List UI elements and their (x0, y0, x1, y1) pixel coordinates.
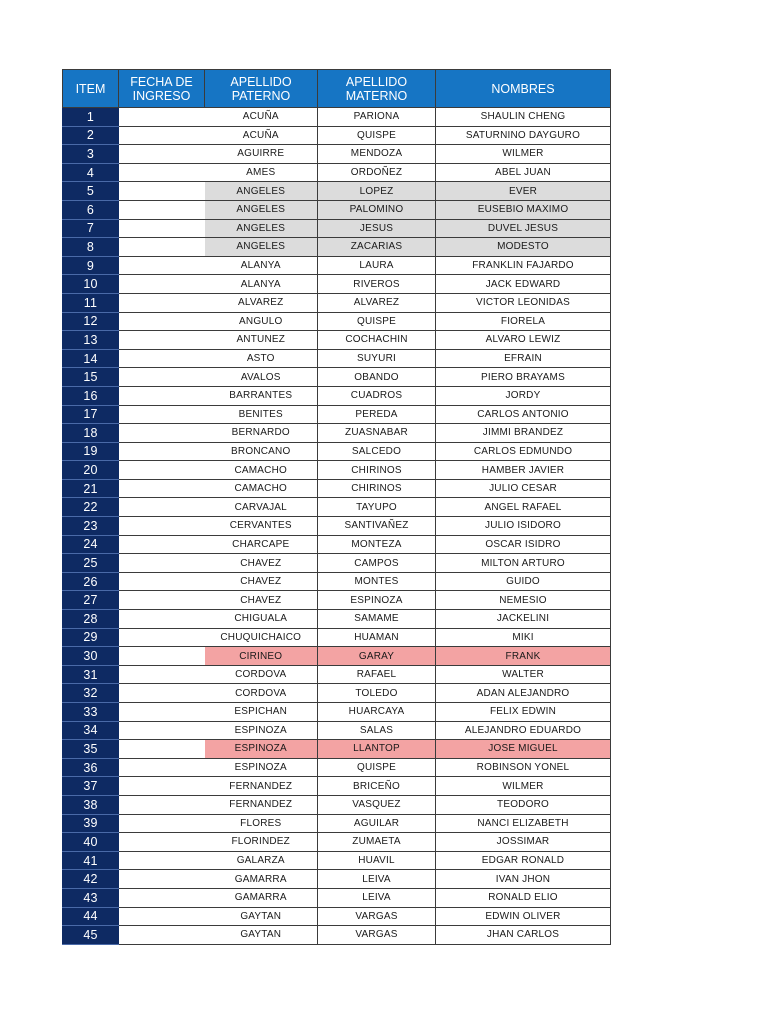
cell-fecha-ingreso (119, 870, 205, 889)
cell-fecha-ingreso (119, 721, 205, 740)
cell-apellido-materno: QUISPE (318, 758, 436, 777)
cell-nombres: WILMER (436, 145, 611, 164)
cell-apellido-paterno: FERNANDEZ (205, 795, 318, 814)
cell-fecha-ingreso (119, 219, 205, 238)
cell-apellido-paterno: BRONCANO (205, 442, 318, 461)
cell-apellido-materno: QUISPE (318, 126, 436, 145)
cell-apellido-materno: CUADROS (318, 386, 436, 405)
header-apellido-materno: APELLIDO MATERNO (318, 70, 436, 108)
cell-apellido-materno: VARGAS (318, 926, 436, 945)
cell-apellido-materno: GARAY (318, 647, 436, 666)
cell-apellido-paterno: CERVANTES (205, 517, 318, 536)
cell-nombres: PIERO BRAYAMS (436, 368, 611, 387)
cell-apellido-paterno: CHAVEZ (205, 591, 318, 610)
cell-item: 6 (63, 200, 119, 219)
table-row (63, 814, 611, 833)
cell-item: 7 (63, 219, 119, 238)
cell-fecha-ingreso (119, 479, 205, 498)
cell-apellido-paterno: ACUÑA (205, 108, 318, 127)
cell-item: 28 (63, 610, 119, 629)
cell-nombres: CARLOS EDMUNDO (436, 442, 611, 461)
cell-apellido-materno: LLANTOP (318, 740, 436, 759)
table-row (63, 442, 611, 461)
cell-apellido-materno: AGUILAR (318, 814, 436, 833)
header-apellido-paterno: APELLIDO PATERNO (205, 70, 318, 108)
table-row (63, 610, 611, 629)
cell-nombres: JACKELINI (436, 610, 611, 629)
cell-item: 32 (63, 684, 119, 703)
cell-nombres: ROBINSON YONEL (436, 758, 611, 777)
table-row (63, 368, 611, 387)
cell-fecha-ingreso (119, 256, 205, 275)
cell-apellido-materno: PEREDA (318, 405, 436, 424)
table-row (63, 126, 611, 145)
cell-apellido-materno: VARGAS (318, 907, 436, 926)
cell-fecha-ingreso (119, 907, 205, 926)
cell-item: 23 (63, 517, 119, 536)
cell-apellido-materno: ORDOÑEZ (318, 163, 436, 182)
table-row (63, 684, 611, 703)
header-item: ITEM (63, 70, 119, 108)
cell-nombres: ALEJANDRO EDUARDO (436, 721, 611, 740)
cell-item: 33 (63, 703, 119, 722)
cell-item: 25 (63, 554, 119, 573)
cell-nombres: MODESTO (436, 238, 611, 257)
header-fecha-ingreso: FECHA DE INGRESO (119, 70, 205, 108)
table-row (63, 665, 611, 684)
cell-apellido-paterno: CHIGUALA (205, 610, 318, 629)
cell-fecha-ingreso (119, 740, 205, 759)
cell-apellido-materno: ZUASNABAR (318, 424, 436, 443)
cell-fecha-ingreso (119, 851, 205, 870)
cell-apellido-materno: SAMAME (318, 610, 436, 629)
cell-item: 18 (63, 424, 119, 443)
cell-nombres: EVER (436, 182, 611, 201)
table-row (63, 703, 611, 722)
cell-nombres: ADAN ALEJANDRO (436, 684, 611, 703)
cell-apellido-paterno: CHAVEZ (205, 572, 318, 591)
table-row (63, 200, 611, 219)
table-row (63, 777, 611, 796)
cell-fecha-ingreso (119, 795, 205, 814)
cell-item: 12 (63, 312, 119, 331)
cell-apellido-paterno: GAYTAN (205, 926, 318, 945)
table-row (63, 238, 611, 257)
cell-apellido-materno: LEIVA (318, 888, 436, 907)
cell-apellido-materno: PALOMINO (318, 200, 436, 219)
cell-apellido-paterno: ANGULO (205, 312, 318, 331)
cell-apellido-materno: SANTIVAÑEZ (318, 517, 436, 536)
cell-nombres: NEMESIO (436, 591, 611, 610)
table-row (63, 647, 611, 666)
cell-nombres: FELIX EDWIN (436, 703, 611, 722)
cell-apellido-paterno: GALARZA (205, 851, 318, 870)
cell-item: 14 (63, 349, 119, 368)
cell-fecha-ingreso (119, 572, 205, 591)
cell-apellido-paterno: CARVAJAL (205, 498, 318, 517)
cell-apellido-paterno: GAMARRA (205, 888, 318, 907)
cell-apellido-paterno: ANGELES (205, 238, 318, 257)
cell-fecha-ingreso (119, 888, 205, 907)
cell-apellido-paterno: FERNANDEZ (205, 777, 318, 796)
cell-nombres: JULIO CESAR (436, 479, 611, 498)
cell-fecha-ingreso (119, 684, 205, 703)
cell-apellido-paterno: ESPINOZA (205, 721, 318, 740)
cell-apellido-materno: RAFAEL (318, 665, 436, 684)
cell-item: 45 (63, 926, 119, 945)
cell-fecha-ingreso (119, 108, 205, 127)
cell-apellido-paterno: ESPICHAN (205, 703, 318, 722)
table-row (63, 907, 611, 926)
table-row (63, 293, 611, 312)
table-row (63, 163, 611, 182)
cell-item: 26 (63, 572, 119, 591)
cell-apellido-paterno: GAYTAN (205, 907, 318, 926)
cell-fecha-ingreso (119, 126, 205, 145)
cell-item: 16 (63, 386, 119, 405)
cell-apellido-materno: SUYURI (318, 349, 436, 368)
cell-fecha-ingreso (119, 758, 205, 777)
cell-fecha-ingreso (119, 293, 205, 312)
cell-item: 44 (63, 907, 119, 926)
cell-apellido-materno: SALAS (318, 721, 436, 740)
cell-item: 22 (63, 498, 119, 517)
cell-apellido-materno: PARIONA (318, 108, 436, 127)
cell-apellido-paterno: ALANYA (205, 256, 318, 275)
table-row (63, 888, 611, 907)
cell-fecha-ingreso (119, 386, 205, 405)
table-row (63, 926, 611, 945)
cell-apellido-materno: CHIRINOS (318, 479, 436, 498)
cell-nombres: EDGAR RONALD (436, 851, 611, 870)
cell-apellido-paterno: CIRINEO (205, 647, 318, 666)
cell-fecha-ingreso (119, 647, 205, 666)
cell-fecha-ingreso (119, 349, 205, 368)
cell-apellido-materno: COCHACHIN (318, 331, 436, 350)
cell-apellido-materno: HUAVIL (318, 851, 436, 870)
cell-apellido-paterno: CAMACHO (205, 461, 318, 480)
cell-fecha-ingreso (119, 535, 205, 554)
table-row (63, 479, 611, 498)
cell-fecha-ingreso (119, 517, 205, 536)
cell-apellido-materno: ZUMAETA (318, 833, 436, 852)
cell-item: 15 (63, 368, 119, 387)
cell-apellido-paterno: ANGELES (205, 219, 318, 238)
cell-apellido-paterno: GAMARRA (205, 870, 318, 889)
cell-item: 24 (63, 535, 119, 554)
cell-nombres: NANCI ELIZABETH (436, 814, 611, 833)
cell-item: 40 (63, 833, 119, 852)
cell-apellido-materno: RIVEROS (318, 275, 436, 294)
cell-apellido-materno: OBANDO (318, 368, 436, 387)
cell-apellido-materno: JESUS (318, 219, 436, 238)
table-row (63, 349, 611, 368)
cell-fecha-ingreso (119, 610, 205, 629)
cell-fecha-ingreso (119, 777, 205, 796)
table-row (63, 740, 611, 759)
table-row (63, 833, 611, 852)
header-row (63, 70, 611, 108)
cell-fecha-ingreso (119, 833, 205, 852)
cell-nombres: FRANKLIN FAJARDO (436, 256, 611, 275)
cell-item: 5 (63, 182, 119, 201)
cell-apellido-materno: MENDOZA (318, 145, 436, 164)
cell-apellido-materno: HUARCAYA (318, 703, 436, 722)
cell-apellido-paterno: AGUIRRE (205, 145, 318, 164)
cell-apellido-paterno: FLORES (205, 814, 318, 833)
table-row (63, 275, 611, 294)
cell-nombres: HAMBER JAVIER (436, 461, 611, 480)
table-row (63, 405, 611, 424)
cell-fecha-ingreso (119, 200, 205, 219)
cell-item: 1 (63, 108, 119, 127)
cell-nombres: IVAN JHON (436, 870, 611, 889)
cell-item: 10 (63, 275, 119, 294)
cell-fecha-ingreso (119, 163, 205, 182)
cell-apellido-materno: LEIVA (318, 870, 436, 889)
cell-nombres: ABEL JUAN (436, 163, 611, 182)
cell-fecha-ingreso (119, 368, 205, 387)
personnel-table (62, 69, 611, 945)
cell-nombres: RONALD ELIO (436, 888, 611, 907)
cell-nombres: EUSEBIO MAXIMO (436, 200, 611, 219)
cell-apellido-paterno: ALVAREZ (205, 293, 318, 312)
cell-apellido-paterno: CHUQUICHAICO (205, 628, 318, 647)
cell-item: 42 (63, 870, 119, 889)
cell-nombres: JORDY (436, 386, 611, 405)
cell-apellido-materno: LOPEZ (318, 182, 436, 201)
cell-nombres: JIMMI BRANDEZ (436, 424, 611, 443)
cell-item: 8 (63, 238, 119, 257)
cell-nombres: SHAULIN CHENG (436, 108, 611, 127)
cell-apellido-paterno: BENITES (205, 405, 318, 424)
cell-fecha-ingreso (119, 628, 205, 647)
cell-item: 11 (63, 293, 119, 312)
table-row (63, 424, 611, 443)
table-row (63, 108, 611, 127)
table-row (63, 758, 611, 777)
table-row (63, 721, 611, 740)
table-row (63, 498, 611, 517)
cell-item: 34 (63, 721, 119, 740)
cell-fecha-ingreso (119, 182, 205, 201)
cell-apellido-paterno: ALANYA (205, 275, 318, 294)
cell-item: 43 (63, 888, 119, 907)
cell-nombres: EFRAIN (436, 349, 611, 368)
cell-nombres: TEODORO (436, 795, 611, 814)
cell-item: 41 (63, 851, 119, 870)
cell-fecha-ingreso (119, 926, 205, 945)
cell-apellido-materno: CAMPOS (318, 554, 436, 573)
cell-apellido-materno: MONTES (318, 572, 436, 591)
cell-item: 20 (63, 461, 119, 480)
cell-item: 30 (63, 647, 119, 666)
table-row (63, 461, 611, 480)
cell-apellido-paterno: AMES (205, 163, 318, 182)
cell-nombres: JACK EDWARD (436, 275, 611, 294)
cell-item: 19 (63, 442, 119, 461)
cell-apellido-materno: HUAMAN (318, 628, 436, 647)
cell-apellido-materno: VASQUEZ (318, 795, 436, 814)
cell-nombres: FRANK (436, 647, 611, 666)
cell-apellido-materno: LAURA (318, 256, 436, 275)
cell-item: 31 (63, 665, 119, 684)
cell-apellido-materno: ALVAREZ (318, 293, 436, 312)
cell-item: 13 (63, 331, 119, 350)
cell-apellido-paterno: BARRANTES (205, 386, 318, 405)
cell-apellido-materno: TAYUPO (318, 498, 436, 517)
cell-nombres: JHAN CARLOS (436, 926, 611, 945)
cell-nombres: CARLOS ANTONIO (436, 405, 611, 424)
cell-apellido-paterno: ANTUNEZ (205, 331, 318, 350)
cell-apellido-paterno: CORDOVA (205, 684, 318, 703)
cell-fecha-ingreso (119, 703, 205, 722)
cell-nombres: VICTOR LEONIDAS (436, 293, 611, 312)
cell-item: 39 (63, 814, 119, 833)
table-row (63, 517, 611, 536)
cell-item: 4 (63, 163, 119, 182)
cell-nombres: JOSE MIGUEL (436, 740, 611, 759)
cell-apellido-materno: ZACARIAS (318, 238, 436, 257)
cell-nombres: WILMER (436, 777, 611, 796)
cell-nombres: MIKI (436, 628, 611, 647)
cell-item: 29 (63, 628, 119, 647)
table-row (63, 572, 611, 591)
cell-item: 3 (63, 145, 119, 164)
cell-apellido-paterno: ASTO (205, 349, 318, 368)
cell-fecha-ingreso (119, 461, 205, 480)
cell-fecha-ingreso (119, 275, 205, 294)
cell-fecha-ingreso (119, 814, 205, 833)
cell-fecha-ingreso (119, 331, 205, 350)
cell-apellido-paterno: ESPINOZA (205, 758, 318, 777)
table-row (63, 386, 611, 405)
cell-item: 35 (63, 740, 119, 759)
table-row (63, 182, 611, 201)
cell-nombres: MILTON ARTURO (436, 554, 611, 573)
cell-item: 27 (63, 591, 119, 610)
cell-nombres: FIORELA (436, 312, 611, 331)
cell-nombres: DUVEL JESUS (436, 219, 611, 238)
cell-apellido-materno: QUISPE (318, 312, 436, 331)
cell-apellido-paterno: AVALOS (205, 368, 318, 387)
cell-item: 36 (63, 758, 119, 777)
cell-nombres: SATURNINO DAYGURO (436, 126, 611, 145)
cell-apellido-paterno: ANGELES (205, 200, 318, 219)
cell-apellido-materno: TOLEDO (318, 684, 436, 703)
cell-fecha-ingreso (119, 554, 205, 573)
cell-item: 21 (63, 479, 119, 498)
cell-apellido-paterno: CHAVEZ (205, 554, 318, 573)
table-row (63, 591, 611, 610)
cell-apellido-paterno: CAMACHO (205, 479, 318, 498)
cell-apellido-materno: CHIRINOS (318, 461, 436, 480)
table-row (63, 145, 611, 164)
cell-fecha-ingreso (119, 498, 205, 517)
cell-fecha-ingreso (119, 591, 205, 610)
cell-apellido-paterno: ESPINOZA (205, 740, 318, 759)
cell-apellido-paterno: ANGELES (205, 182, 318, 201)
cell-apellido-paterno: ACUÑA (205, 126, 318, 145)
cell-item: 17 (63, 405, 119, 424)
cell-apellido-paterno: CHARCAPE (205, 535, 318, 554)
cell-nombres: GUIDO (436, 572, 611, 591)
cell-nombres: JULIO ISIDORO (436, 517, 611, 536)
cell-item: 9 (63, 256, 119, 275)
table-row (63, 312, 611, 331)
cell-apellido-materno: SALCEDO (318, 442, 436, 461)
cell-fecha-ingreso (119, 665, 205, 684)
cell-apellido-paterno: FLORINDEZ (205, 833, 318, 852)
table-row (63, 870, 611, 889)
table-row (63, 535, 611, 554)
cell-item: 37 (63, 777, 119, 796)
cell-apellido-materno: ESPINOZA (318, 591, 436, 610)
cell-nombres: ALVARO LEWIZ (436, 331, 611, 350)
table-row (63, 331, 611, 350)
cell-fecha-ingreso (119, 442, 205, 461)
cell-nombres: JOSSIMAR (436, 833, 611, 852)
cell-fecha-ingreso (119, 312, 205, 331)
cell-apellido-materno: BRICEÑO (318, 777, 436, 796)
cell-fecha-ingreso (119, 405, 205, 424)
cell-nombres: EDWIN OLIVER (436, 907, 611, 926)
cell-apellido-materno: MONTEZA (318, 535, 436, 554)
table-row (63, 219, 611, 238)
table-body (63, 108, 611, 945)
table-row (63, 256, 611, 275)
cell-fecha-ingreso (119, 238, 205, 257)
cell-nombres: OSCAR ISIDRO (436, 535, 611, 554)
table-row (63, 628, 611, 647)
cell-nombres: ANGEL RAFAEL (436, 498, 611, 517)
cell-nombres: WALTER (436, 665, 611, 684)
cell-apellido-paterno: CORDOVA (205, 665, 318, 684)
cell-apellido-paterno: BERNARDO (205, 424, 318, 443)
cell-fecha-ingreso (119, 145, 205, 164)
cell-item: 2 (63, 126, 119, 145)
table-row (63, 554, 611, 573)
cell-fecha-ingreso (119, 424, 205, 443)
cell-item: 38 (63, 795, 119, 814)
table-row (63, 795, 611, 814)
header-nombres: NOMBRES (436, 70, 611, 108)
table-row (63, 851, 611, 870)
